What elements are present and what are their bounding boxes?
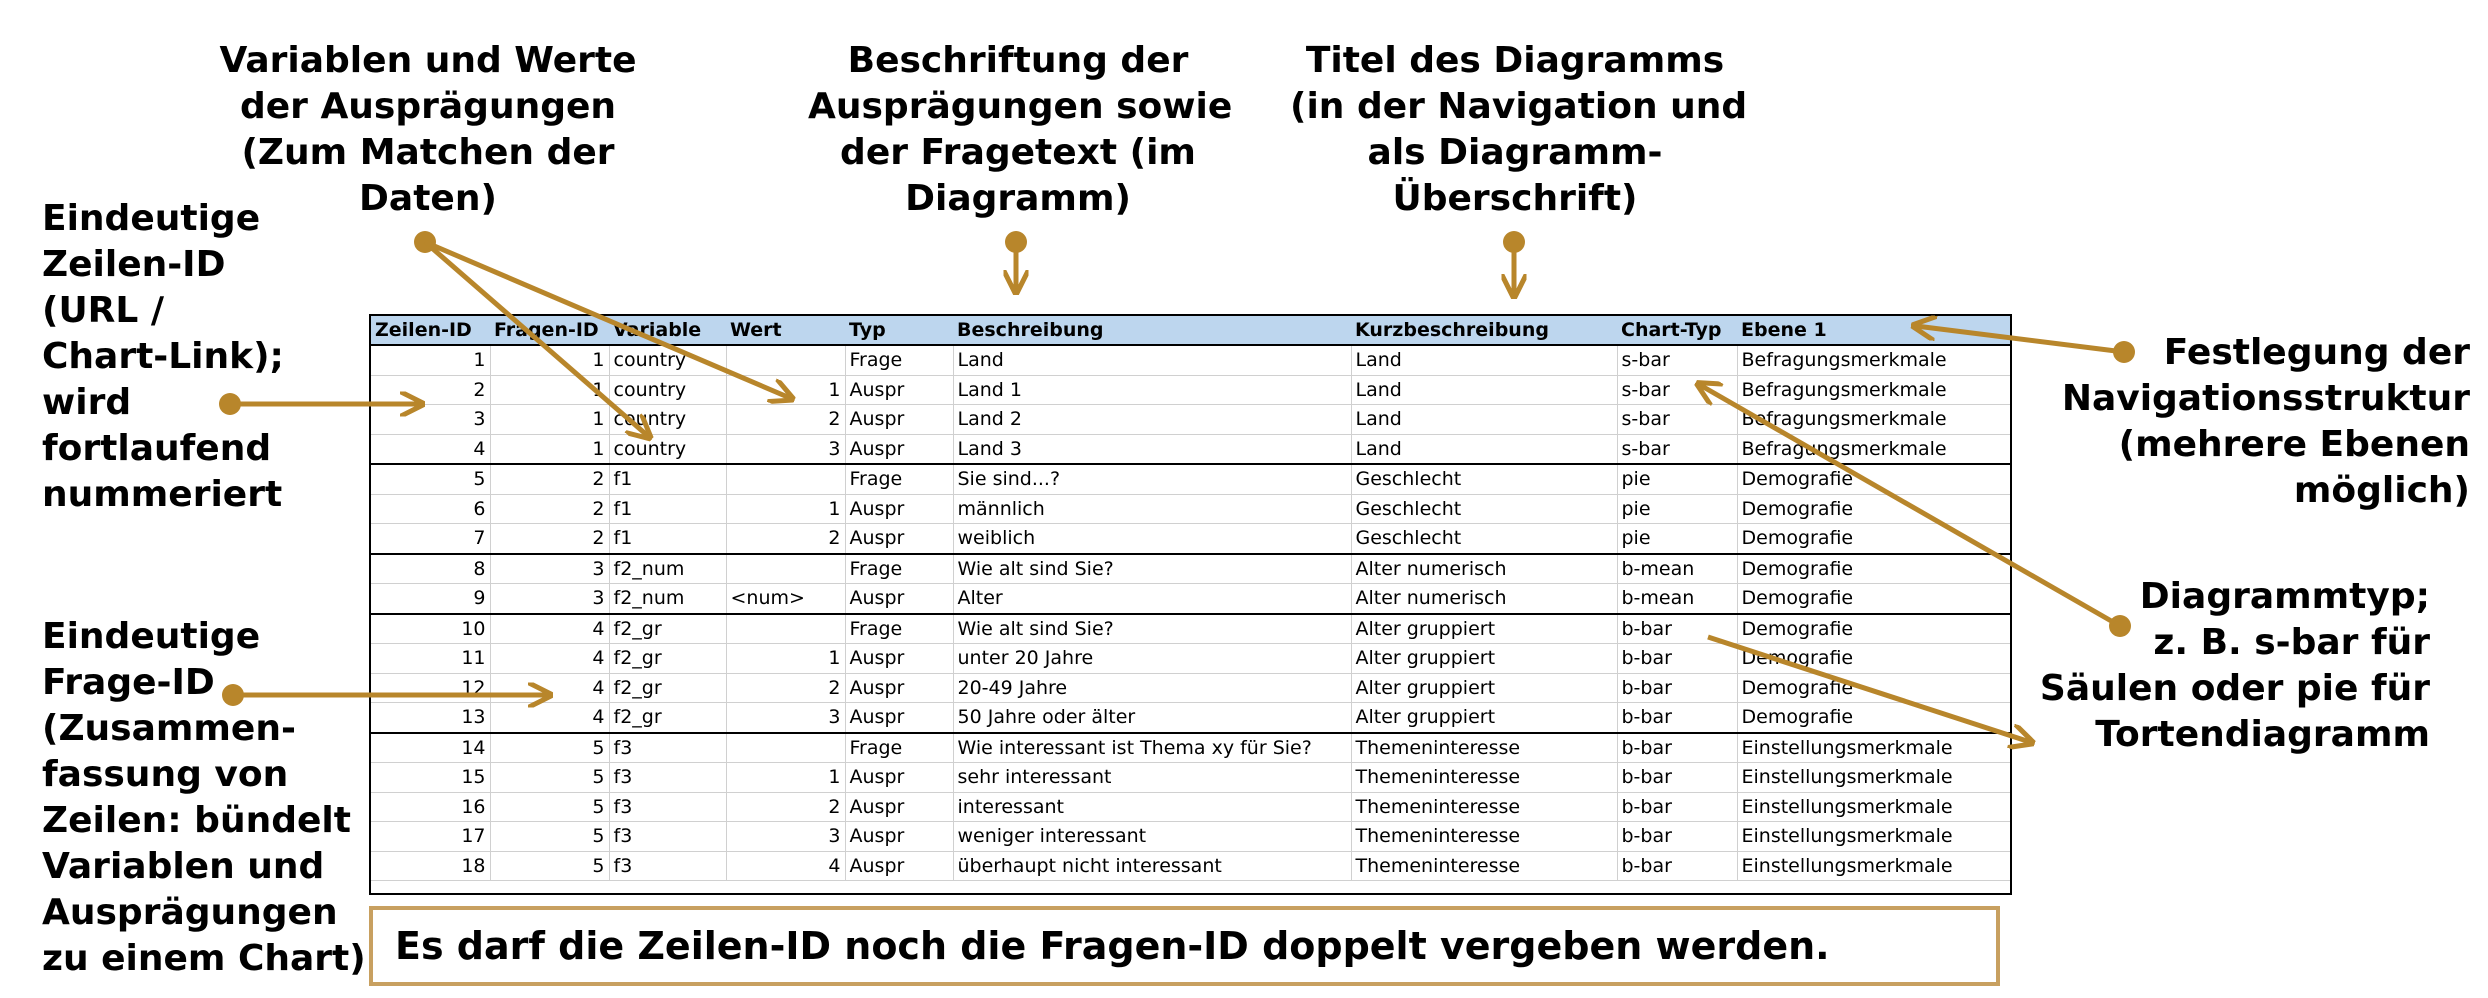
- table-cell: Demografie: [1737, 554, 2010, 584]
- table-cell: 1: [726, 494, 845, 524]
- table-cell: Wie alt sind Sie?: [953, 554, 1351, 584]
- table-cell: Demografie: [1737, 673, 2010, 703]
- table-cell: Land: [1351, 375, 1617, 405]
- table-cell: Demografie: [1737, 644, 2010, 674]
- table-cell: s-bar: [1617, 405, 1737, 435]
- table-cell: 4: [371, 434, 490, 464]
- arrow-dot-variablen: [414, 231, 436, 253]
- table-cell: Themeninteresse: [1351, 851, 1617, 881]
- table-cell: 2: [726, 524, 845, 554]
- table-cell: 2: [490, 464, 609, 494]
- table-cell: Demografie: [1737, 494, 2010, 524]
- table-cell: [726, 614, 845, 644]
- table-cell: 8: [371, 554, 490, 584]
- table-cell: weiblich: [953, 524, 1351, 554]
- header-chart-typ: Chart-Typ: [1617, 316, 1737, 345]
- label-variablen-werte: Variablen und Werte der Ausprägungen (Zum Matchen der Daten): [219, 40, 637, 219]
- table-cell: f2_gr: [609, 673, 726, 703]
- table-header-row: [371, 316, 2010, 345]
- table-cell: Auspr: [845, 703, 953, 733]
- table-cell: Auspr: [845, 851, 953, 881]
- table-row: [371, 345, 2010, 375]
- table-cell: Frage: [845, 345, 953, 375]
- table-cell: Land 1: [953, 375, 1351, 405]
- label-frage-id: Eindeutige Frage-ID (Zusammen- fassung von Zeilen: bündelt Variablen und Ausprägungen zu einem Chart): [42, 616, 366, 979]
- table-cell: 5: [490, 733, 609, 763]
- table-cell: Themeninteresse: [1351, 733, 1617, 763]
- table-cell: 1: [490, 434, 609, 464]
- table-row: [371, 822, 2010, 852]
- table-row: [371, 584, 2010, 614]
- header-wert: Wert: [726, 316, 845, 345]
- table-cell: Auspr: [845, 524, 953, 554]
- table-row: [371, 375, 2010, 405]
- table-cell: 10: [371, 614, 490, 644]
- table-cell: 9: [371, 584, 490, 614]
- table-row: [371, 524, 2010, 554]
- table-cell: [726, 733, 845, 763]
- table-cell: Alter numerisch: [1351, 554, 1617, 584]
- table-cell: Alter gruppiert: [1351, 644, 1617, 674]
- table-cell: 1: [490, 345, 609, 375]
- table-cell: Sie sind...?: [953, 464, 1351, 494]
- table-cell: 17: [371, 822, 490, 852]
- table-cell: Wie alt sind Sie?: [953, 614, 1351, 644]
- table-cell: Befragungsmerkmale: [1737, 405, 2010, 435]
- table-cell: Einstellungsmerkmale: [1737, 733, 2010, 763]
- table-cell: 3: [726, 822, 845, 852]
- note-text: Es darf die Zeilen-ID noch die Fragen-ID doppelt vergeben werden.: [395, 924, 1830, 968]
- table-cell: interessant: [953, 792, 1351, 822]
- table-cell: country: [609, 434, 726, 464]
- table-cell: Einstellungsmerkmale: [1737, 851, 2010, 881]
- header-ebene-1: Ebene 1: [1737, 316, 2010, 345]
- table-cell: 12: [371, 673, 490, 703]
- table-cell: b-bar: [1617, 792, 1737, 822]
- table-row: [371, 405, 2010, 435]
- table-cell: country: [609, 405, 726, 435]
- table-cell: Befragungsmerkmale: [1737, 375, 2010, 405]
- table-cell: weniger interessant: [953, 822, 1351, 852]
- table-cell: f2_gr: [609, 614, 726, 644]
- table-row: [371, 644, 2010, 674]
- table-cell: Auspr: [845, 644, 953, 674]
- table-cell: 13: [371, 703, 490, 733]
- table-cell: Demografie: [1737, 703, 2010, 733]
- table-cell: Geschlecht: [1351, 494, 1617, 524]
- table-cell: Befragungsmerkmale: [1737, 434, 2010, 464]
- table-cell: Land: [1351, 345, 1617, 375]
- table-cell: <num>: [726, 584, 845, 614]
- table-cell: Alter gruppiert: [1351, 614, 1617, 644]
- table-cell: Frage: [845, 733, 953, 763]
- table-cell: b-bar: [1617, 763, 1737, 793]
- table-cell: Frage: [845, 614, 953, 644]
- table-cell: Demografie: [1737, 524, 2010, 554]
- header-beschreibung: Beschreibung: [953, 316, 1351, 345]
- table-cell: Land 2: [953, 405, 1351, 435]
- table-cell: Land: [1351, 434, 1617, 464]
- table-cell: 5: [490, 822, 609, 852]
- table-cell: sehr interessant: [953, 763, 1351, 793]
- table-cell: Geschlecht: [1351, 524, 1617, 554]
- table-cell: f2_num: [609, 584, 726, 614]
- table-cell: 2: [490, 494, 609, 524]
- table-cell: f2_gr: [609, 703, 726, 733]
- table-cell: 2: [371, 375, 490, 405]
- table-cell: 20-49 Jahre: [953, 673, 1351, 703]
- table-cell: Land: [1351, 405, 1617, 435]
- label-navigation: Festlegung der Navigationsstruktur (mehrere Ebenen möglich): [2061, 332, 2470, 511]
- table-cell: 16: [371, 792, 490, 822]
- table-cell: Einstellungsmerkmale: [1737, 822, 2010, 852]
- table-cell: Auspr: [845, 673, 953, 703]
- table-cell: b-bar: [1617, 673, 1737, 703]
- table-cell: 3: [490, 554, 609, 584]
- table-cell: 4: [726, 851, 845, 881]
- table-cell: Land 3: [953, 434, 1351, 464]
- table-cell: pie: [1617, 464, 1737, 494]
- table-cell: 4: [490, 614, 609, 644]
- table-cell: f1: [609, 524, 726, 554]
- table-cell: pie: [1617, 524, 1737, 554]
- header-fragen-id: Fragen-ID: [490, 316, 609, 345]
- table-cell: Themeninteresse: [1351, 792, 1617, 822]
- header-typ: Typ: [845, 316, 953, 345]
- table-cell: s-bar: [1617, 434, 1737, 464]
- table-cell: 1: [726, 763, 845, 793]
- table-cell: [726, 345, 845, 375]
- table-cell: 5: [490, 792, 609, 822]
- table-cell: 5: [490, 851, 609, 881]
- table-cell: s-bar: [1617, 345, 1737, 375]
- table-cell: Alter: [953, 584, 1351, 614]
- table-cell: Alter gruppiert: [1351, 703, 1617, 733]
- table-cell: f2_gr: [609, 644, 726, 674]
- table-cell: Einstellungsmerkmale: [1737, 763, 2010, 793]
- table-cell: country: [609, 345, 726, 375]
- table-cell: Alter gruppiert: [1351, 673, 1617, 703]
- table-cell: [726, 464, 845, 494]
- table-cell: Befragungsmerkmale: [1737, 345, 2010, 375]
- table-cell: 4: [490, 644, 609, 674]
- table-cell: 7: [371, 524, 490, 554]
- table-cell: Auspr: [845, 405, 953, 435]
- table-row: [371, 464, 2010, 494]
- table-cell: Wie interessant ist Thema xy für Sie?: [953, 733, 1351, 763]
- table-cell: f3: [609, 822, 726, 852]
- table-cell: 14: [371, 733, 490, 763]
- table-cell: 2: [726, 792, 845, 822]
- label-titel: Titel des Diagramms (in der Navigation und als Diagramm- Überschrift): [1290, 40, 1748, 219]
- table-cell: Alter numerisch: [1351, 584, 1617, 614]
- table-cell: männlich: [953, 494, 1351, 524]
- table-cell: Auspr: [845, 763, 953, 793]
- table-cell: 2: [490, 524, 609, 554]
- arrow-dot-titel: [1503, 231, 1525, 253]
- table-cell: 4: [490, 673, 609, 703]
- table-cell: 18: [371, 851, 490, 881]
- table-cell: Demografie: [1737, 464, 2010, 494]
- table-cell: 2: [726, 405, 845, 435]
- table-cell: 1: [371, 345, 490, 375]
- header-kurzbeschreibung: Kurzbeschreibung: [1351, 316, 1617, 345]
- table-cell: b-bar: [1617, 822, 1737, 852]
- table-cell: 50 Jahre oder älter: [953, 703, 1351, 733]
- table-cell: 6: [371, 494, 490, 524]
- table-cell: f3: [609, 851, 726, 881]
- table-cell: b-mean: [1617, 554, 1737, 584]
- header-variable: Variable: [609, 316, 726, 345]
- table-cell: 11: [371, 644, 490, 674]
- table-cell: Auspr: [845, 584, 953, 614]
- table-row: [371, 792, 2010, 822]
- table-cell: 3: [490, 584, 609, 614]
- table-cell: country: [609, 375, 726, 405]
- table-cell: f1: [609, 494, 726, 524]
- table-cell: pie: [1617, 494, 1737, 524]
- table-cell: b-bar: [1617, 851, 1737, 881]
- table-cell: s-bar: [1617, 375, 1737, 405]
- table-cell: Auspr: [845, 434, 953, 464]
- table-cell: Demografie: [1737, 614, 2010, 644]
- table-cell: Geschlecht: [1351, 464, 1617, 494]
- table-cell: 1: [726, 375, 845, 405]
- table-cell: 15: [371, 763, 490, 793]
- table-cell: überhaupt nicht interessant: [953, 851, 1351, 881]
- table-row: [371, 494, 2010, 524]
- table-cell: 3: [726, 434, 845, 464]
- table-cell: Land: [953, 345, 1351, 375]
- table-cell: Frage: [845, 554, 953, 584]
- arrow-dot-beschriftung: [1005, 231, 1027, 253]
- table-cell: Themeninteresse: [1351, 822, 1617, 852]
- table-cell: unter 20 Jahre: [953, 644, 1351, 674]
- table-cell: Frage: [845, 464, 953, 494]
- table-cell: 5: [490, 763, 609, 793]
- table-cell: Einstellungsmerkmale: [1737, 792, 2010, 822]
- data-table: [371, 316, 2010, 881]
- table-cell: 1: [490, 405, 609, 435]
- table-cell: [726, 554, 845, 584]
- table-row: [371, 851, 2010, 881]
- table-row: [371, 554, 2010, 584]
- table-cell: 2: [726, 673, 845, 703]
- table-row: [371, 733, 2010, 763]
- table-cell: 5: [371, 464, 490, 494]
- table-row: [371, 703, 2010, 733]
- label-beschriftung: Beschriftung der Ausprägungen sowie der Fragetext (im Diagramm): [808, 40, 1233, 219]
- table-row: [371, 614, 2010, 644]
- table-cell: b-bar: [1617, 614, 1737, 644]
- note-box: [369, 906, 2000, 986]
- label-zeilen-id: Eindeutige Zeilen-ID (URL / Chart-Link); wird fortlaufend nummeriert: [42, 198, 284, 515]
- header-zeilen-id: Zeilen-ID: [371, 316, 490, 345]
- table-cell: 1: [490, 375, 609, 405]
- table-cell: f3: [609, 763, 726, 793]
- table-cell: b-mean: [1617, 584, 1737, 614]
- table-cell: Auspr: [845, 494, 953, 524]
- table-cell: b-bar: [1617, 644, 1737, 674]
- table-cell: f2_num: [609, 554, 726, 584]
- table-cell: Auspr: [845, 375, 953, 405]
- table-cell: 3: [726, 703, 845, 733]
- table-cell: 4: [490, 703, 609, 733]
- table-cell: Auspr: [845, 792, 953, 822]
- table-cell: 1: [726, 644, 845, 674]
- table-cell: f3: [609, 733, 726, 763]
- table-cell: Themeninteresse: [1351, 763, 1617, 793]
- table-cell: b-bar: [1617, 733, 1737, 763]
- table-row: [371, 434, 2010, 464]
- table-cell: Demografie: [1737, 584, 2010, 614]
- table-cell: Auspr: [845, 822, 953, 852]
- table-cell: f1: [609, 464, 726, 494]
- table-cell: f3: [609, 792, 726, 822]
- label-diagrammtyp: Diagrammtyp; z. B. s-bar für Säulen oder pie für Tortendiagramm: [2039, 576, 2430, 755]
- table-cell: b-bar: [1617, 703, 1737, 733]
- table-row: [371, 673, 2010, 703]
- table-cell: 3: [371, 405, 490, 435]
- table-row: [371, 763, 2010, 793]
